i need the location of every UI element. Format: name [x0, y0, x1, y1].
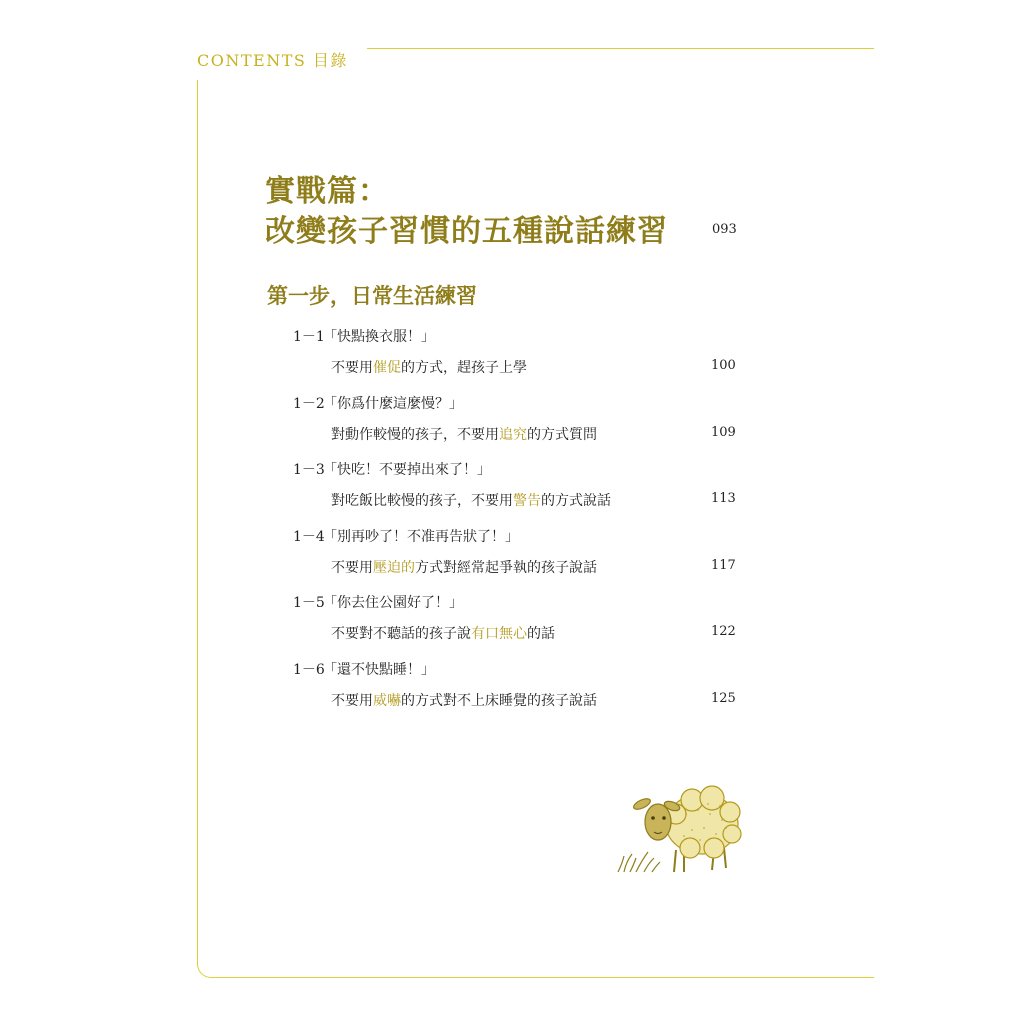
sheep-icon [614, 784, 744, 876]
part-title-line1: 實戰篇： [265, 174, 389, 209]
entry-page-number: 109 [711, 425, 736, 440]
subtitle-part: 的方式對不上床睡覺的孩子說話 [401, 693, 597, 709]
entry-subtitle [331, 424, 597, 444]
entry-page-number: 100 [711, 358, 736, 373]
entry-number: 1－6 [293, 662, 325, 678]
entry-subtitle [331, 557, 597, 577]
entry-quote: 「你去住公園好了！」 [323, 595, 463, 611]
entry-subtitle [331, 623, 555, 643]
entry-number: 1－5 [293, 595, 325, 611]
entry-quote: 「快吃！不要掉出來了！」 [323, 462, 491, 478]
entry-quote: 「別再吵了！不准再告狀了！」 [323, 529, 519, 545]
subtitle-part: 對吃飯比較慢的孩子，不要用 [331, 493, 513, 509]
subtitle-part: 不要用 [331, 560, 373, 576]
entry-subtitle [331, 690, 597, 710]
subtitle-highlight: 追究 [499, 427, 527, 443]
subtitle-highlight: 壓迫的 [373, 560, 415, 576]
subtitle-part: 的方式質問 [527, 427, 597, 443]
subtitle-part: 對動作較慢的孩子，不要用 [331, 427, 499, 443]
sheep-eye [651, 816, 655, 820]
subtitle-part: 方式對經常起爭執的孩子說話 [415, 560, 597, 576]
subtitle-highlight: 威嚇 [373, 693, 401, 709]
subtitle-part: 的方式說話 [541, 493, 611, 509]
entry-quote: 「你爲什麼這麼慢？」 [323, 396, 463, 412]
entry-number: 1－3 [293, 462, 325, 478]
subtitle-part: 不要用 [331, 693, 373, 709]
part-title-line2: 改變孩子習慣的五種說話練習 [265, 214, 668, 249]
part-title [265, 172, 668, 252]
entry-number: 1－1 [293, 329, 325, 345]
entry-page-number: 113 [711, 491, 736, 506]
entry-subtitle [331, 490, 611, 510]
entry-number: 1－4 [293, 529, 325, 545]
contents-header: CONTENTS 目錄 [197, 51, 348, 70]
subtitle-part: 不要對不聽話的孩子說 [331, 626, 471, 642]
subtitle-part: 的話 [527, 626, 555, 642]
part-page-number: 093 [712, 222, 737, 237]
subtitle-part: 的方式，趕孩子上學 [401, 360, 527, 376]
subtitle-highlight: 催促 [373, 360, 401, 376]
subtitle-highlight: 有口無心 [471, 626, 527, 642]
entry-page-number: 117 [711, 558, 736, 573]
entry-page-number: 122 [711, 624, 736, 639]
subtitle-part: 不要用 [331, 360, 373, 376]
step-title: 第一步，日常生活練習 [267, 284, 477, 308]
sheep-eye [662, 816, 666, 820]
frame-top-rule [367, 48, 874, 49]
entry-quote: 「快點換衣服！」 [323, 329, 435, 345]
entry-page-number: 125 [711, 691, 736, 706]
subtitle-highlight: 警告 [513, 493, 541, 509]
entry-number: 1－2 [293, 396, 325, 412]
entry-subtitle [331, 357, 527, 377]
entry-quote: 「還不快點睡！」 [323, 662, 435, 678]
